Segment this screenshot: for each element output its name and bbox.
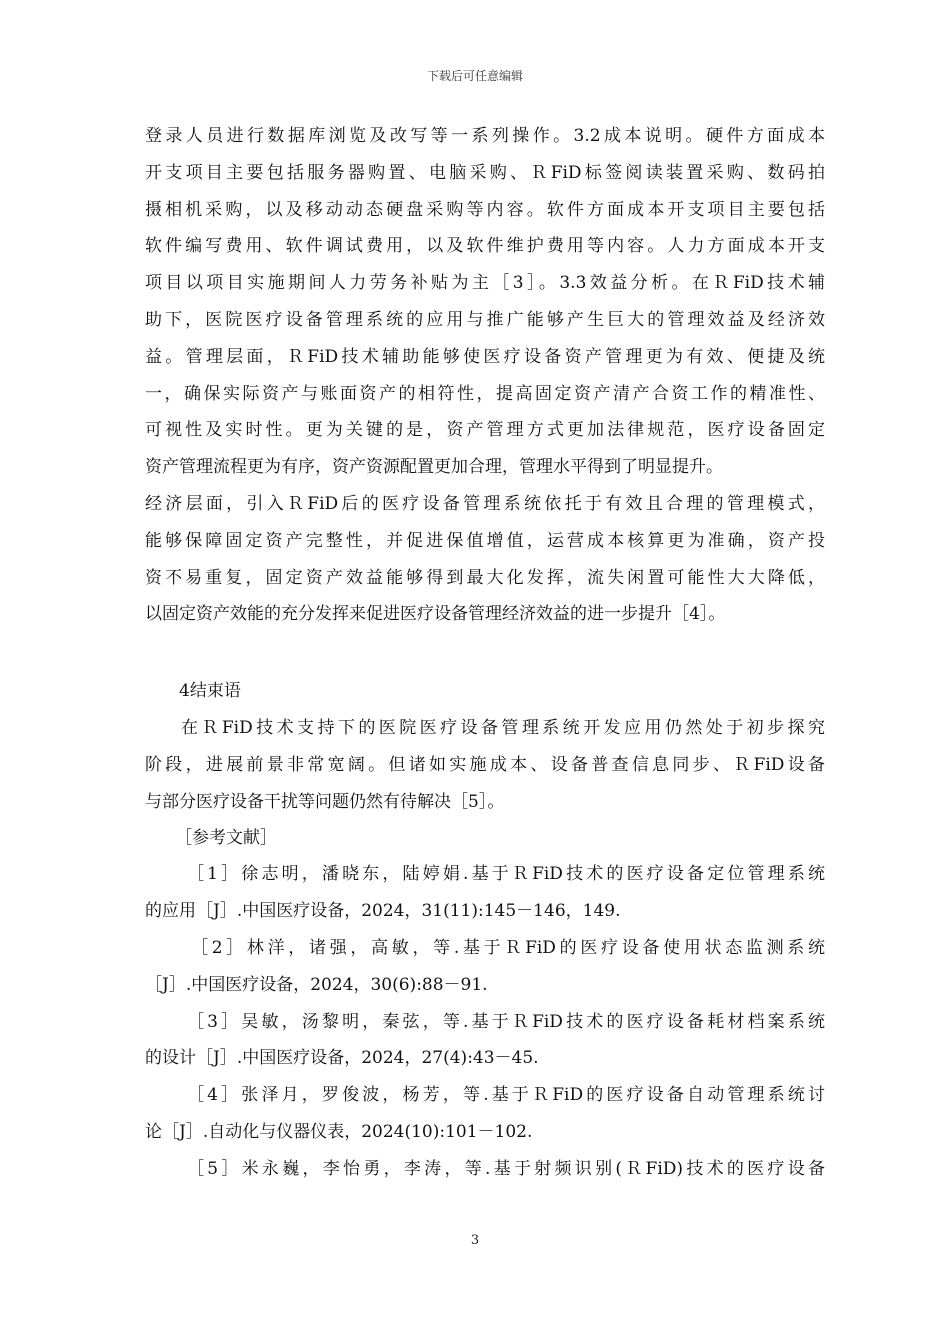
reference-line: ［4］张泽月，罗俊波，杨芳，等.基于ＲFiD的医疗设备自动管理系统讨: [187, 1085, 825, 1106]
body-line: 项目以项目实施期间人力劳务补贴为主［3］。3.3效益分析。在ＲFiD技术辅: [145, 273, 825, 294]
reference-line: ［J］.中国医疗设备，2024，30(6):88－91.: [145, 974, 488, 995]
reference-line: 的应用［J］.中国医疗设备，2024，31(11):145－146，149.: [145, 901, 621, 922]
body-paragraph: [145, 118, 825, 633]
body-line: 资不易重复，固定资产效益能够得到最大化发挥，流失闲置可能性大大降低，: [145, 567, 825, 588]
references-section: [145, 820, 825, 1187]
reference-line: ［3］吴敏，汤黎明，秦弦，等.基于ＲFiD技术的医疗设备耗材档案系统: [187, 1011, 825, 1032]
reference-line: ［1］徐志明，潘晓东，陆婷娟.基于ＲFiD技术的医疗设备定位管理系统: [187, 864, 825, 885]
body-line: 一，确保实际资产与账面资产的相符性，提高固定资产清产合资工作的精准性、: [145, 383, 825, 404]
body-line: 软件编写费用、软件调试费用，以及软件维护费用等内容。人力方面成本开支: [145, 236, 825, 257]
reference-line: 论［J］.自动化与仪器仪表，2024(10):101－102.: [145, 1121, 533, 1142]
conclusion-line: 与部分医疗设备干扰等问题仍然有待解决［5］。: [145, 791, 505, 812]
references-title: ［参考文献］: [175, 828, 277, 849]
reference-line: ［5］米永巍，李怡勇，李涛，等.基于射频识别(ＲFiD)技术的医疗设备: [187, 1158, 825, 1179]
reference-line: ［2］林洋，诸强，高敏，等.基于ＲFiD的医疗设备使用状态监测系统: [191, 937, 825, 958]
body-line: 摄相机采购，以及移动动态硬盘采购等内容。软件方面成本开支项目主要包括: [145, 199, 825, 220]
body-line: 能够保障固定资产完整性，并促进保值增值，运营成本核算更为准确，资产投: [145, 530, 825, 551]
body-line: 可视性及实时性。更为关键的是，资产管理方式更加法律规范，医疗设备固定: [145, 420, 825, 441]
body-line: 开支项目主要包括服务器购置、电脑采购、ＲFiD标签阅读装置采购、数码拍: [145, 162, 825, 183]
body-line: 资产管理流程更为有序，资产资源配置更加合理，管理水平得到了明显提升。: [145, 457, 723, 478]
body-line: 助下，医院医疗设备管理系统的应用与推广能够产生巨大的管理效益及经济效: [145, 309, 825, 330]
page-number: 3: [470, 1233, 480, 1248]
body-line: 经济层面，引入ＲFiD后的医疗设备管理系统依托于有效且合理的管理模式，: [145, 493, 825, 514]
section-heading: 4结束语: [179, 681, 241, 702]
page-content: [145, 118, 825, 1188]
conclusion-line: 阶段，进展前景非常宽阔。但诸如实施成本、设备普查信息同步、ＲFiD设备: [145, 754, 825, 775]
section-gap: [145, 633, 825, 673]
body-line: 以固定资产效能的充分发挥来促进医疗设备管理经济效益的进一步提升［4］。: [145, 604, 726, 625]
body-line: 益。管理层面，ＲFiD技术辅助能够使医疗设备资产管理更为有效、便捷及统: [145, 346, 825, 367]
conclusion-section: [145, 673, 825, 820]
body-line: 登录人员进行数据库浏览及改写等一系列操作。3.2成本说明。硬件方面成本: [145, 126, 825, 146]
conclusion-line: 在ＲFiD技术支持下的医院医疗设备管理系统开发应用仍然处于初步探究: [181, 717, 825, 738]
reference-line: 的设计［J］.中国医疗设备，2024，27(4):43－45.: [145, 1048, 539, 1069]
page-header-note: 下载后可任意编辑: [426, 69, 523, 83]
